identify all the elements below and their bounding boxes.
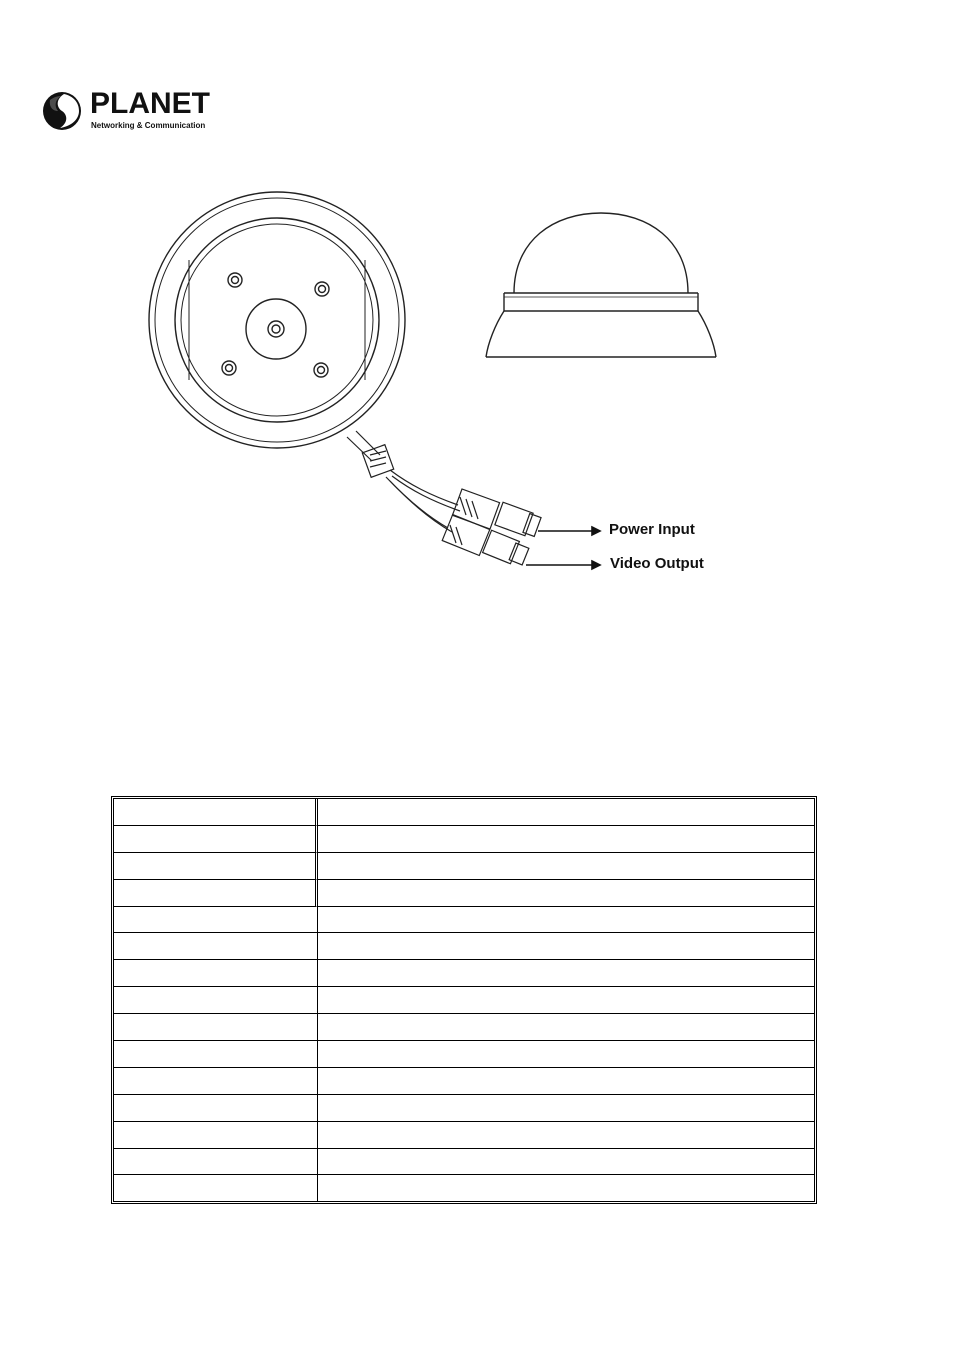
spec-value-cell: [318, 960, 814, 987]
brand-tagline: Networking & Communication: [91, 121, 206, 130]
table-row: [114, 880, 814, 907]
spec-label-cell: [114, 1175, 318, 1201]
table-row: [114, 853, 814, 880]
spec-label-cell: [114, 907, 318, 934]
table-row: [114, 826, 814, 853]
table-row: [114, 987, 814, 1014]
camera-base-bottom-view: [149, 192, 405, 448]
callout-arrows: [526, 527, 600, 569]
spec-label-cell: [114, 987, 318, 1014]
table-row: [114, 1095, 814, 1122]
spec-label-cell: [114, 1122, 318, 1149]
spec-value-cell: [318, 826, 814, 853]
spec-value-cell: [318, 1095, 814, 1122]
spec-value-cell: [318, 987, 814, 1014]
table-row: [114, 1068, 814, 1095]
video-output-label: Video Output: [610, 555, 704, 572]
dome-side-view: [486, 213, 716, 357]
spec-value-cell: [318, 1149, 814, 1176]
table-row: [114, 907, 814, 934]
cable-assembly: [347, 431, 541, 565]
camera-diagram: [110, 185, 750, 610]
table-row: [114, 799, 814, 826]
spec-label-cell: [114, 880, 318, 907]
spec-value-cell: [318, 907, 814, 934]
spec-value-cell: [318, 853, 814, 880]
planet-globe-icon: [42, 91, 82, 131]
spec-label-cell: [114, 1068, 318, 1095]
spec-label-cell: [114, 826, 318, 853]
specification-table: [111, 796, 817, 1204]
planet-logo: [42, 87, 210, 136]
table-row: [114, 1014, 814, 1041]
table-row: [114, 933, 814, 960]
table-row: [114, 1175, 814, 1201]
table-row: [114, 1041, 814, 1068]
brand-name: PLANET: [90, 87, 210, 120]
spec-value-cell: [318, 1041, 814, 1068]
table-row: [114, 960, 814, 987]
spec-value-cell: [318, 1014, 814, 1041]
spec-value-cell: [318, 1175, 814, 1201]
camera-drawing: [110, 185, 750, 610]
power-input-label: Power Input: [609, 521, 695, 538]
spec-label-cell: [114, 1095, 318, 1122]
spec-label-cell: [114, 853, 318, 880]
spec-value-cell: [318, 799, 814, 826]
spec-value-cell: [318, 1122, 814, 1149]
spec-value-cell: [318, 933, 814, 960]
spec-label-cell: [114, 1041, 318, 1068]
spec-value-cell: [318, 880, 814, 907]
spec-label-cell: [114, 1014, 318, 1041]
spec-label-cell: [114, 799, 318, 826]
spec-label-cell: [114, 1149, 318, 1176]
table-row: [114, 1122, 814, 1149]
table-row: [114, 1149, 814, 1176]
spec-label-cell: [114, 933, 318, 960]
spec-label-cell: [114, 960, 318, 987]
spec-value-cell: [318, 1068, 814, 1095]
